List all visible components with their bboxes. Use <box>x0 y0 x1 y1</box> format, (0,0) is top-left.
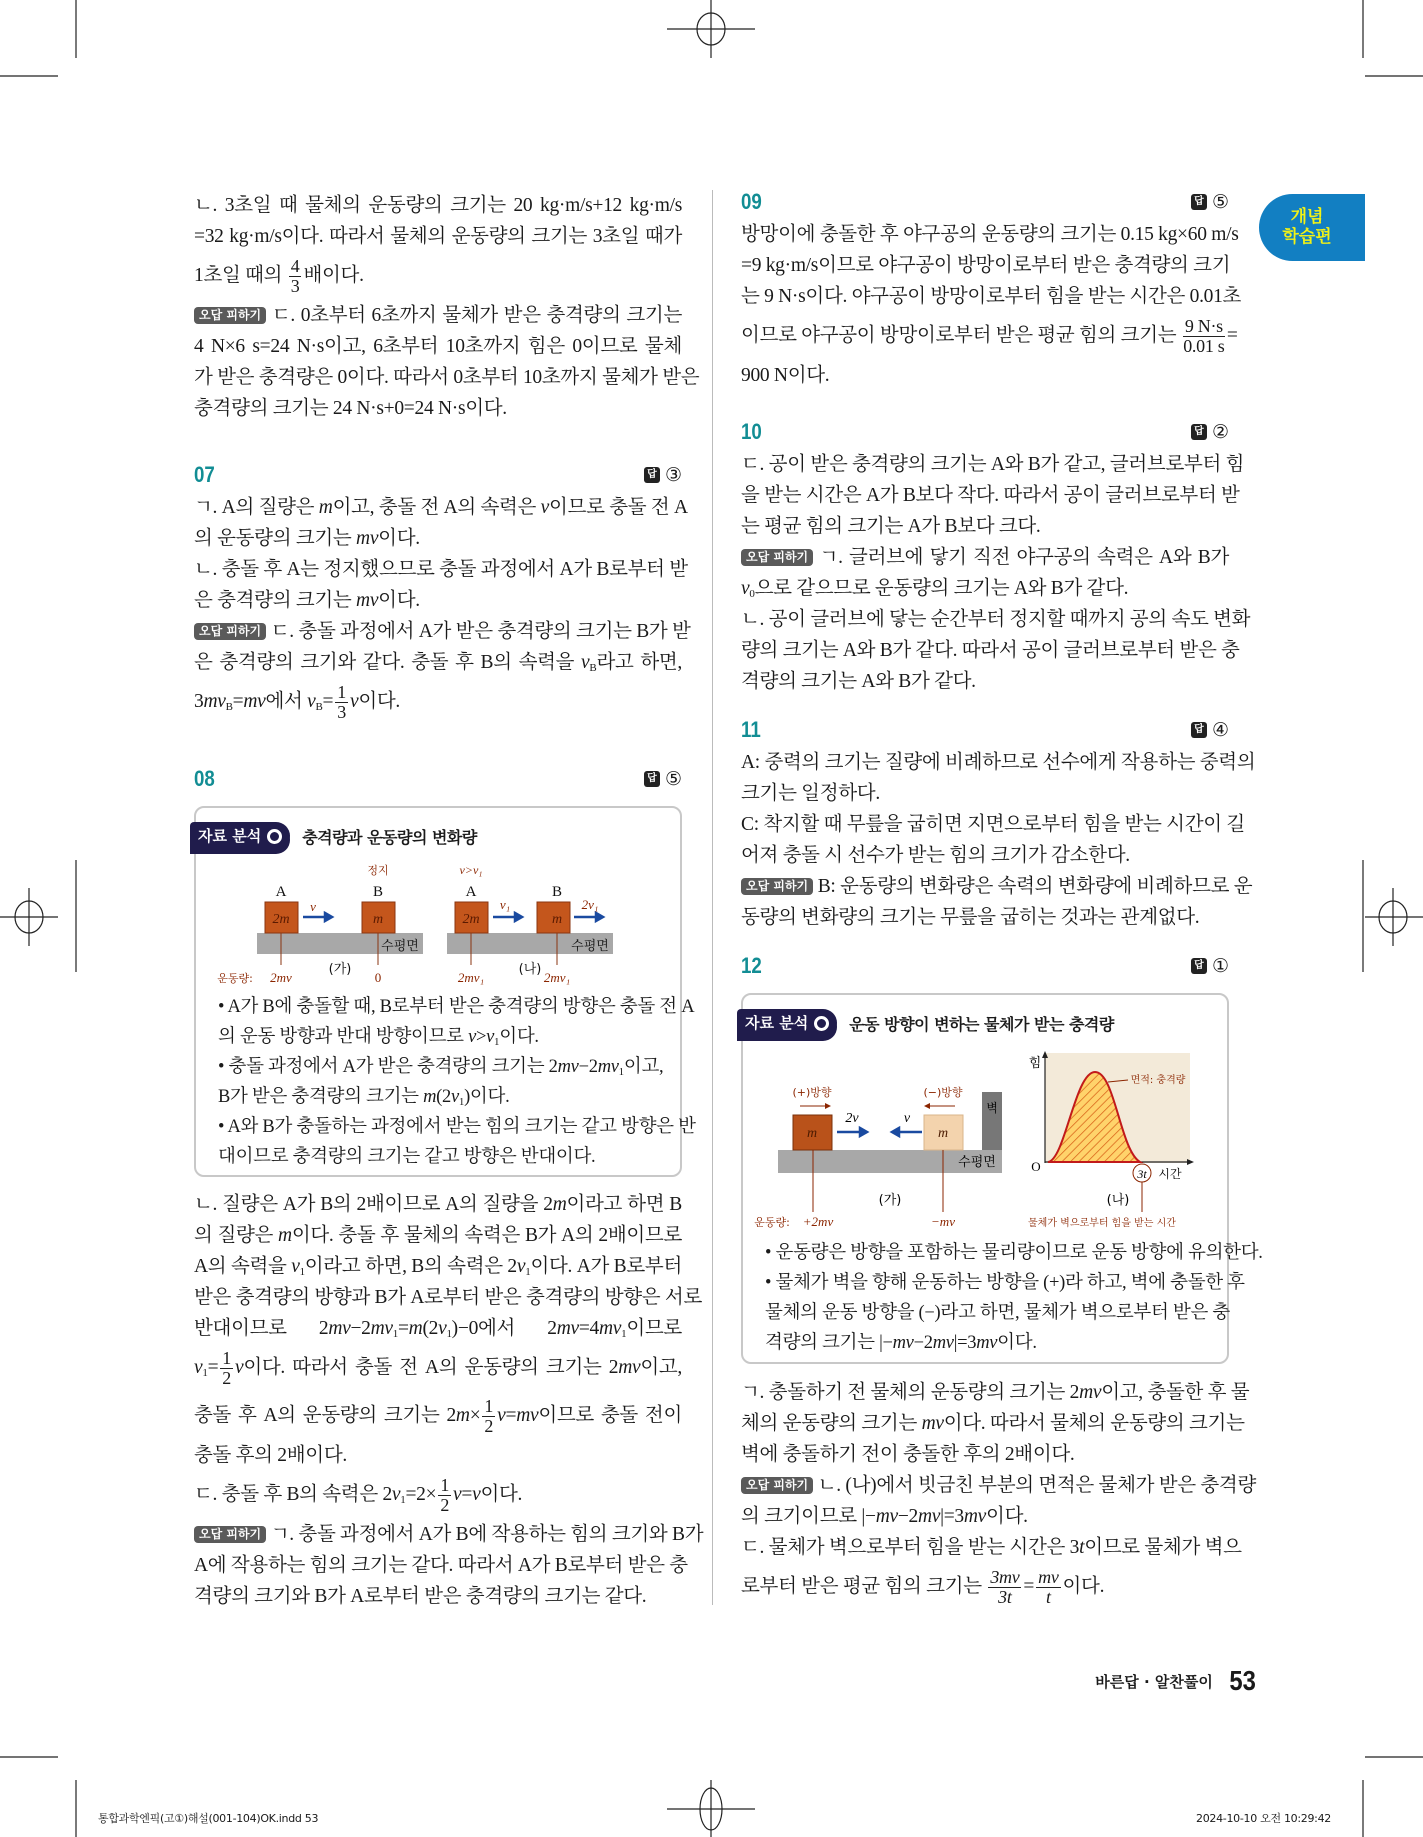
denominator: 2 <box>222 1368 231 1389</box>
question-number: 12 <box>741 953 762 978</box>
svg-text:B: B <box>551 884 563 900</box>
subscript: 1 <box>446 1328 452 1340</box>
svg-text:m: m <box>937 1126 949 1141</box>
svg-text:v: v <box>310 899 316 914</box>
text-line: 크기는 일정하다. <box>741 783 880 804</box>
text-line: 어져 충돌 시 선수가 받는 힘의 크기가 감소한다. <box>741 845 1130 866</box>
subscript: B <box>225 701 233 713</box>
text-line: A에 작용하는 힘의 크기는 같다. 따라서 A가 B로부터 받은 충 <box>194 1555 688 1576</box>
text-line: A의 속력을 $v_1$이라고 하면, B의 속력은 $2v_1$이다. A가 B로부터 <box>194 1256 682 1278</box>
answer <box>1191 955 1229 978</box>
svg-text:2mv: 2mv <box>270 970 292 985</box>
math-var: mv <box>597 1057 619 1077</box>
svg-text:운동량:: 운동량: <box>754 1216 790 1229</box>
svg-text:0: 0 <box>374 970 382 985</box>
avoid-mistake-badge: 오답 피하기 <box>194 1526 266 1543</box>
math-var: v <box>349 691 359 712</box>
answer-icon: 답 <box>1191 194 1207 210</box>
subscript: 1 <box>618 1066 624 1078</box>
math-var: mv <box>976 1333 998 1353</box>
analysis-bullets <box>765 1238 1263 1358</box>
svg-text:수평면: 수평면 <box>571 939 609 954</box>
svg-text:O: O <box>1031 1159 1041 1174</box>
svg-text:v: v <box>903 1111 911 1126</box>
print-timestamp: 2024-10-10 오전 10:29:42 <box>1196 1812 1331 1825</box>
answer-value: ② <box>1211 421 1229 443</box>
text-line: 오답 피하기 ㄱ. 글러브에 닿기 직전 야구공의 속력은 A와 B가 <box>741 542 1229 573</box>
math-var: mv <box>963 1506 987 1527</box>
svg-text:물체가 벽으로부터 힘을 받는 시간: 물체가 벽으로부터 힘을 받는 시간 <box>1028 1218 1176 1229</box>
question-10 <box>741 418 1251 697</box>
text-line: 로부터 받은 평균 힘의 크기는 $\frac{3mv}{3t}$ = $\frac{mv}{t}$ 이다. <box>741 1567 1105 1608</box>
arrow-icon <box>325 913 332 921</box>
math-var: mv <box>243 691 266 712</box>
numerator: mv <box>1038 1567 1059 1588</box>
math-var: v <box>540 497 550 518</box>
question-07 <box>194 461 691 726</box>
svg-text:힘: 힘 <box>1028 1056 1042 1071</box>
numerator: 4 <box>290 256 300 277</box>
svg-text:3t: 3t <box>1137 1167 1147 1181</box>
text-line: • 충돌 과정에서 A가 받은 충격량의 크기는 $2mv-2mv_1$이고, <box>218 1057 664 1078</box>
svg-text:(−)방향: (−)방향 <box>923 1086 963 1099</box>
answer-value: ⑤ <box>664 768 682 790</box>
data-analysis-box-12 <box>741 993 1263 1364</box>
text-line: 오답 피하기 ㄷ. 0초부터 6초까지 물체가 받은 충격량의 크기는 <box>194 300 682 331</box>
label-B: B <box>372 884 384 900</box>
text-line: $3mv_B=mv$에서 $v_B=$ $\frac{1}{3}$ v이다. <box>194 682 400 723</box>
text-line: 충격량의 크기는 24 N·s+0=24 N·s이다. <box>194 398 507 419</box>
answer <box>1191 719 1229 742</box>
tag-label: 자료 분석 <box>198 827 262 845</box>
subscript: 1 <box>621 1328 627 1340</box>
question-number: 07 <box>194 462 215 487</box>
text-line: 격량의 크기는 |−mv−2mv|=3mv이다. <box>765 1333 1037 1353</box>
text-line: 충돌 후의 2배이다. <box>194 1445 347 1466</box>
math-var: v <box>194 1357 203 1378</box>
text-line: 동량의 변화량의 크기는 무릎을 굽히는 것과는 관계없다. <box>741 907 1200 928</box>
svg-text:m: m <box>806 1126 818 1141</box>
svg-text:수평면: 수평면 <box>958 1155 996 1170</box>
question-number: 10 <box>741 419 762 444</box>
numerator: 1 <box>337 682 346 703</box>
fraction <box>1036 1568 1060 1607</box>
text-line: 반대이므로 $2mv-2mv_1=m(2v_1)-0$에서 $2mv=4mv_1$이므로 <box>194 1318 682 1340</box>
question-number: 08 <box>194 766 215 791</box>
label-A: A <box>275 884 287 900</box>
math-var: m <box>423 1087 437 1107</box>
answer-icon: 답 <box>644 467 660 483</box>
text-line: • A와 B가 충돌하는 과정에서 받는 힘의 크기는 같고 방향은 반 <box>218 1117 696 1137</box>
answer-value: ③ <box>664 464 682 486</box>
tab-line2: 학습편 <box>1282 227 1332 247</box>
denominator: 2 <box>484 1416 494 1437</box>
answer <box>644 464 682 487</box>
math-var: m <box>278 1225 292 1246</box>
math-var: v <box>497 1405 506 1426</box>
denominator: 3 <box>337 702 346 723</box>
numerator: 1 <box>484 1396 494 1417</box>
question-09 <box>741 188 1242 391</box>
denominator: 3t <box>998 1587 1012 1608</box>
question-11 <box>741 716 1256 933</box>
data-analysis-box-08 <box>194 806 696 1177</box>
text-line: ㄷ. 공이 받은 충격량의 크기는 A와 B가 같고, 글러브로부터 힘 <box>741 454 1245 475</box>
text-line: 오답 피하기 ㄷ. 충돌 과정에서 A가 받은 충격량의 크기는 B가 받 <box>194 616 682 647</box>
avoid-mistake-badge: 오답 피하기 <box>194 307 266 324</box>
math-var: m <box>552 1194 567 1215</box>
text-line: C: 착지할 때 무릎을 굽히면 지면으로부터 힘을 받는 시간이 길 <box>741 814 1245 835</box>
question-number: 11 <box>741 717 761 742</box>
text-line: 1초일 때의 $\frac{4}{3}$ 배이다. <box>194 256 364 297</box>
text-line: 이므로 야구공이 방망이로부터 받은 평균 힘의 크기는 $\frac{9 N\cdot s}{0.01 s}$ = <box>741 316 1238 357</box>
text-line: ㄴ. 3초일 때 물체의 운동량의 크기는 20 kg·m/s+12 kg·m/s <box>194 195 682 216</box>
math-var: mv <box>932 1333 954 1353</box>
svg-text:+2mv: +2mv <box>802 1214 834 1229</box>
explanation <box>741 219 1242 391</box>
math-var: v <box>234 1357 244 1378</box>
math-var: mv <box>875 1506 898 1527</box>
box-title: 충격량과 운동량의 변화량 <box>302 827 477 847</box>
box-title: 운동 방향이 변하는 물체가 받는 충격량 <box>849 1014 1114 1034</box>
svg-text:m: m <box>551 912 563 927</box>
text-line: 의 운동량의 크기는 mv이다. <box>194 528 420 549</box>
denominator: 3 <box>290 276 300 297</box>
denominator: 0.01 s <box>1183 336 1225 357</box>
math-var: mv <box>356 528 379 549</box>
math-var: v <box>453 1484 462 1505</box>
collision-diagram <box>194 806 682 996</box>
numerator: 1 <box>440 1475 450 1496</box>
analysis-bullets <box>218 992 696 1172</box>
text-line: 의 운동 방향과 반대 방향이므로 $v>v_1$이다. <box>218 1027 539 1048</box>
svg-text:A: A <box>465 884 477 900</box>
text-line: $v_1=$ $\frac{1}{2}$ v이다. 따라서 충돌 전 A의 운동량의 크기는 2mv이고, <box>194 1348 682 1389</box>
math-var: mv <box>917 1506 941 1527</box>
math-var: t <box>1079 1537 1085 1558</box>
math-var: v <box>741 578 750 599</box>
text-line: 받은 충격량의 방향과 B가 A로부터 받은 충격량의 방향은 서로 <box>194 1287 702 1308</box>
math-var: mv <box>921 1413 944 1434</box>
fraction <box>482 1397 495 1436</box>
answer <box>1191 421 1229 444</box>
math-var: v <box>450 1087 459 1107</box>
text-line: 벽에 충돌하기 전이 충돌한 후의 2배이다. <box>741 1444 1075 1465</box>
numerator: 3mv <box>990 1567 1020 1588</box>
math-var: mv <box>599 1318 622 1339</box>
fraction <box>988 1568 1021 1607</box>
text-line: 물체의 운동 방향을 (−)라고 하면, 물체가 벽으로부터 받은 충 <box>765 1303 1230 1323</box>
text-line: 의 크기이므로 |−mv−2mv|=3mv이다. <box>741 1506 1028 1527</box>
text-line: 량의 크기는 A와 B가 같다. 따라서 공이 글러브로부터 받은 충 <box>741 640 1240 661</box>
fraction <box>335 683 348 722</box>
math-var: mv <box>1079 1382 1102 1403</box>
tag-label: 자료 분석 <box>745 1014 809 1032</box>
explanation <box>741 747 1256 933</box>
text-line: 격량의 크기와 B가 A로부터 받은 충격량의 크기는 같다. <box>194 1586 647 1607</box>
text-line: 충돌 후 A의 운동량의 크기는 2m× $\frac{1}{2}$ v=mv이므로 충돌 전이 <box>194 1396 682 1437</box>
math-var: v <box>581 652 590 673</box>
avoid-mistake-badge: 오답 피하기 <box>194 623 266 640</box>
math-var: v <box>516 1256 526 1277</box>
answer-value: ④ <box>1211 719 1229 741</box>
svg-text:2mv₁: 2mv₁ <box>457 970 485 985</box>
svg-text:(가): (가) <box>878 1193 902 1208</box>
text-line: 오답 피하기 ㄴ. (나)에서 빗금친 부분의 면적은 물체가 받은 충격량 <box>741 1470 1229 1501</box>
math-var: mv <box>516 1405 539 1426</box>
avoid-mistake-badge: 오답 피하기 <box>741 878 813 895</box>
question-12 <box>741 952 1229 983</box>
math-var: mv <box>328 1318 351 1339</box>
math-var: v <box>486 1027 495 1047</box>
fraction <box>1183 317 1225 356</box>
text-line: ㄷ. 물체가 벽으로부터 힘을 받는 시간은 3t이므로 물체가 벽으 <box>741 1537 1242 1558</box>
answer-icon: 답 <box>1191 722 1207 738</box>
fraction <box>220 1349 233 1388</box>
section-tab[interactable] <box>1259 194 1365 261</box>
text-line: 의 질량은 m이다. 충돌 후 물체의 속력은 B가 A의 2배이므로 <box>194 1225 682 1246</box>
svg-text:2m: 2m <box>462 912 480 927</box>
svg-text:(나): (나) <box>518 962 542 977</box>
denominator: 2 <box>440 1495 450 1516</box>
math-var: mv <box>356 590 379 611</box>
svg-text:시간: 시간 <box>1158 1167 1182 1181</box>
text-line: ㄱ. A의 질량은 m이고, 충돌 전 A의 속력은 v이므로 충돌 전 A <box>194 497 688 518</box>
tab-line1: 개념 <box>1290 207 1324 227</box>
math-var: m <box>318 497 333 518</box>
question-08 <box>194 765 682 796</box>
svg-text:2v₁: 2v₁ <box>581 897 599 912</box>
svg-text:2mv₁: 2mv₁ <box>543 970 571 985</box>
text-line: ㄴ. 충돌 후 A는 정지했으므로 충돌 과정에서 A가 B로부터 받 <box>194 559 688 580</box>
text-line: 900 N이다. <box>741 365 830 386</box>
explanation-08 <box>194 1189 704 1612</box>
math-var: mv <box>370 1318 393 1339</box>
svg-text:운동량:: 운동량: <box>217 972 253 985</box>
subscript: 1 <box>458 1096 465 1108</box>
subscript: 1 <box>202 1367 208 1379</box>
label-ground: 수평면 <box>381 939 419 954</box>
text-line: 가 받은 충격량은 0이다. 따라서 0초부터 10초까지 물체가 받은 <box>194 367 700 388</box>
text-line: $v_0$으로 같으므로 운동량의 크기는 A와 B가 같다. <box>741 578 1129 600</box>
svg-text:면적: 충격량: 면적: 충격량 <box>1130 1075 1186 1086</box>
arrow-icon <box>860 1128 867 1136</box>
footer-label: 바른답 · 알찬풀이 <box>1095 1672 1213 1691</box>
text-line: 오답 피하기 B: 운동량의 변화량은 속력의 변화량에 비례하므로 운 <box>741 871 1229 902</box>
label-stop: 정지 <box>367 864 389 877</box>
math-var: v <box>438 1318 447 1339</box>
text-line: 4 N×6 s=24 N·s이고, 6초부터 10초까지 힘은 0이므로 물체 <box>194 336 682 357</box>
page-number: 53 <box>1229 1665 1256 1696</box>
text-line: • 물체가 벽을 향해 운동하는 방향을 (+)라 하고, 벽에 충돌한 후 <box>765 1273 1245 1293</box>
math-var: v <box>472 1484 481 1505</box>
text-line: • A가 B에 충돌할 때, B로부터 받은 충격량의 방향은 충돌 전 A <box>218 997 695 1017</box>
subscript: 1 <box>299 1266 305 1278</box>
explanation-12 <box>741 1377 1256 1611</box>
label-condition: v>v₁ <box>459 863 483 877</box>
subscript: 1 <box>392 1328 398 1340</box>
text-line: ㄴ. 공이 글러브에 닿는 순간부터 정지할 때까지 공의 속도 변화 <box>741 609 1251 630</box>
math-var: mv <box>892 1333 914 1353</box>
denominator: t <box>1045 1587 1051 1608</box>
svg-text:v₁: v₁ <box>499 897 511 912</box>
text-line: B가 받은 충격량의 크기는 $m(2v_1)$이다. <box>218 1087 510 1108</box>
math-var: m <box>455 1405 470 1426</box>
text-line: 을 받는 시간은 A가 B보다 작다. 따라서 공이 글러브로부터 받 <box>741 485 1240 506</box>
math-var: v <box>307 691 316 712</box>
answer <box>1191 191 1229 214</box>
numerator: 9 N·s <box>1184 316 1223 337</box>
svg-text:m: m <box>372 912 384 927</box>
math-var: mv <box>203 691 226 712</box>
answer-icon: 답 <box>644 771 660 787</box>
subscript: 0 <box>749 588 755 600</box>
math-var: v <box>291 1256 300 1277</box>
subscript: B <box>315 701 323 713</box>
math-var: mv <box>556 1318 579 1339</box>
svg-text:(가): (가) <box>328 962 352 977</box>
text-line: ㄴ. 질량은 A가 B의 2배이므로 A의 질량을 2m이라고 하면 B <box>194 1194 682 1215</box>
explanation <box>741 449 1251 697</box>
answer-icon: 답 <box>1191 424 1207 440</box>
avoid-mistake-badge: 오답 피하기 <box>741 549 813 566</box>
file-slug: 통합과학엔픽(고①)해설(001-104)OK.indd 53 <box>98 1812 319 1825</box>
svg-text:−mv: −mv <box>931 1214 955 1229</box>
subscript: 1 <box>494 1036 500 1048</box>
wall-collision-diagram <box>741 993 1229 1238</box>
text-line: ㄱ. 충돌하기 전 물체의 운동량의 크기는 2mv이고, 충돌한 후 물 <box>741 1382 1250 1403</box>
math-var: m <box>408 1318 423 1339</box>
column-divider <box>712 190 713 1605</box>
numerator: 1 <box>222 1348 231 1369</box>
text-line: =32 kg·m/s이다. 따라서 물체의 운동량의 크기는 3초일 때가 <box>194 226 682 247</box>
fraction <box>438 1476 451 1515</box>
svg-text:2v: 2v <box>845 1111 859 1126</box>
svg-text:(나): (나) <box>1106 1193 1130 1208</box>
subscript: B <box>589 662 597 674</box>
math-var: v <box>468 1027 476 1047</box>
subscript: 1 <box>400 1494 406 1506</box>
text-line: 는 평균 힘의 크기는 A가 B보다 크다. <box>741 516 1041 537</box>
text-line: 은 충격량의 크기는 mv이다. <box>194 590 420 611</box>
svg-text:벽: 벽 <box>986 1101 998 1115</box>
math-var: v <box>391 1484 401 1505</box>
page-footer <box>1095 1665 1258 1697</box>
avoid-mistake-badge: 오답 피하기 <box>741 1477 813 1494</box>
text-line: 는 9 N·s이다. 야구공이 방망이로부터 힘을 받는 시간은 0.01초 <box>741 286 1242 307</box>
text-line: ㄷ. 충돌 후 B의 속력은 $2v_1=2\times$ $\frac{1}{2}$ v=v이다. <box>194 1475 523 1516</box>
explanation <box>194 492 691 726</box>
math-var: mv <box>557 1057 579 1077</box>
answer-icon: 답 <box>1191 958 1207 974</box>
text-line: 방망이에 충돌한 후 야구공의 운동량의 크기는 0.15 kg×60 m/s <box>741 224 1239 245</box>
text-line: 은 충격량의 크기와 같다. 충돌 후 B의 속력을 $v_B$라고 하면, <box>194 652 682 674</box>
text-line: • 운동량은 방향을 포함하는 물리량이므로 운동 방향에 유의한다. <box>765 1243 1263 1263</box>
text-line: A: 중력의 크기는 질량에 비례하므로 선수에게 작용하는 중력의 <box>741 752 1256 773</box>
svg-text:2m: 2m <box>272 912 290 927</box>
text-line: 체의 운동량의 크기는 mv이다. 따라서 물체의 운동량의 크기는 <box>741 1413 1245 1434</box>
svg-text:(+)방향: (+)방향 <box>792 1086 832 1099</box>
text-line: 오답 피하기 ㄱ. 충돌 과정에서 A가 B에 작용하는 힘의 크기와 B가 <box>194 1519 682 1550</box>
answer-value: ① <box>1211 955 1229 977</box>
answer <box>644 768 682 791</box>
answer-value: ⑤ <box>1211 191 1229 213</box>
answer-06-continued <box>194 190 700 424</box>
text-line: 격량의 크기는 A와 B가 같다. <box>741 671 976 692</box>
subscript: 1 <box>525 1266 531 1278</box>
text-line: =9 kg·m/s이므로 야구공이 방망이로부터 받은 충격량의 크기 <box>741 255 1231 276</box>
question-number: 09 <box>741 189 762 214</box>
text-line: 대이므로 충격량의 크기는 같고 방향은 반대이다. <box>218 1147 596 1167</box>
fraction <box>289 257 302 296</box>
math-var: mv <box>618 1357 641 1378</box>
